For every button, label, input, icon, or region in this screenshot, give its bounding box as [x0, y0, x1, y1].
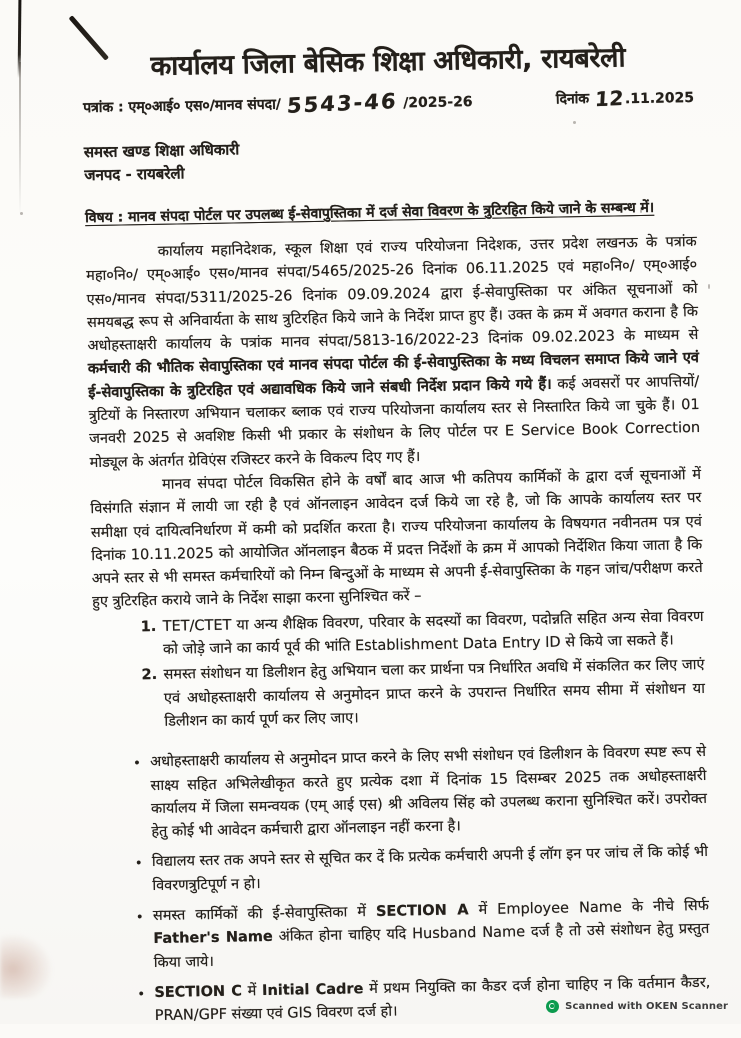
numbered-item-2	[141, 654, 705, 734]
item-text: समस्त संशोधन या डिलीशन हेतु अभियान चला कर प्रार्थना पत्र निर्धारित अवधि में संकलित कर लिए जाएं एवं अधोहस्ताक्षरी कार्यालय से अनुमोदन प्राप्त करने के उपरान्त निर्धारित समय सीमा में संशोधन या डिलीशन का कार्य पूर्ण कर लिए जाए।	[163, 657, 706, 730]
bullet-item-2	[135, 841, 709, 898]
numbered-item-1	[140, 606, 704, 663]
bullet-4-seg-4: में प्रथम नियुक्ति का कैडर दर्ज होना चाहिए न कि वर्तमान कैडर, PRAN/GPF संख्या एवं GIS विवरण दर्ज हो।	[154, 974, 711, 1025]
date-line	[555, 82, 695, 112]
bullet-3-seg-5: अंकित होना चाहिए यदि Husband Name दर्ज है तो उसे संशोधन हेतु प्रस्तुत किया जाये।	[153, 921, 710, 971]
bullet-3-seg-4: Father's Name	[153, 929, 273, 948]
reference-label: पत्रांक : एम्०आई० एस०/मानव संपदा/	[82, 96, 282, 117]
reference-number-handwritten: 5543-46	[286, 88, 399, 118]
subject-line: विषय : मानव संपदा पोर्टल पर उपलब्ध ई-सेवापुस्तिका में दर्ज सेवा विवरण के त्रुटिरहित किये जाने के सम्बन्ध में।	[85, 199, 655, 227]
bullet-icon: •	[135, 910, 144, 926]
bullet-4-seg-2: में	[241, 982, 263, 1000]
paragraph-1	[86, 231, 701, 475]
paragraph-2: मानव संपदा पोर्टल विकसित होने के वर्षों बाद आज भी कतिपय कार्मिकों के द्वारा दर्ज सूचनाओं में विसंगति संज्ञान में लायी जा रही है एवं ऑनलाइन आवेदन दर्ज किये जा रहे है, जो कि आपके कार्यालय स्तर पर समीक्षा एवं दायित्वनिर्धारण में कमी को प्रदर्शित करता है। राज्य परियोजना कार्यालय के विषयगत नवीनतम पत्र एवं दिनांक 10.11.2025 को आयोजित ऑनलाइन बैठक में प्रदत्त निर्देशों के क्रम में आपको निर्देशित किया जाता है कि अपने स्तर से भी समस्त कर्मचारियों को निम्न बिन्दुओं के माध्यम से अपनी ई-सेवापुस्तिका के गहन जांच/परीक्षण करते हुए त्रुटिरहित कराये जाने के निर्देश साझा करना सुनिश्चित करें –	[90, 466, 703, 611]
recipient-line-1: समस्त खण्ड शिक्षा अधिकारी	[83, 140, 240, 162]
recipient-block	[84, 130, 696, 187]
item-text: TET/CTET या अन्य शैक्षिक विवरण, परिवार के सदस्यों का विवरण, पदोन्नति सहित अन्य सेवा विवरण को जोड़े जाने का कार्य पूर्व की भांति Establishment Data Entry ID से किये जा सकते हैं।	[162, 608, 704, 658]
recipient-line-2: जनपद - रायबरेली	[84, 164, 185, 185]
bullet-3-seg-2: SECTION A	[375, 902, 469, 920]
reference-left	[83, 86, 473, 117]
numbered-list	[140, 606, 705, 735]
bullet-icon: •	[137, 987, 146, 1003]
oken-scanner-icon	[546, 1000, 559, 1013]
bullet-text: विद्यालय स्तर तक अपने स्तर से सूचित कर दें कि प्रत्येक कर्मचारी अपनी ई लॉग इन पर जांच लें कि कोई भी विवरणत्रुटिपूर्ण न हो।	[151, 844, 709, 894]
scanner-badge	[546, 1000, 728, 1013]
item-number: 1.	[140, 618, 157, 635]
bullet-item-1	[133, 741, 708, 845]
reference-line	[83, 82, 694, 117]
bullet-list	[133, 741, 711, 1029]
date-day-handwritten: 12	[594, 85, 625, 112]
reference-year: /2025-26	[403, 94, 473, 112]
bullet-text: अधोहस्ताक्षरी कार्यालय से अनुमोदन प्राप्त करने के लिए सभी संशोधन एवं डिलीशन के विवरण स्पष्ट रूप से साक्ष्य सहित अभिलेखीकृत करते हुए प्रत्येक दशा में दिनांक 15 दिसम्बर 2025 तक अधोहस्ताक्षरी कार्यालय में जिला समन्वयक (एम् आई एस) श्री अविलय सिंह को उपलब्ध कराना सुनिश्चित करें। उपरोक्त हेतु कोई भी आवेदन कर्मचारी द्वारा ऑनलाइन नहीं करना है।	[149, 744, 708, 841]
paragraph-1-part-1: कार्यालय महानिदेशक, स्कूल शिक्षा एवं राज्य परियोजना निदेशक, उत्तर प्रदेश लखनऊ के पत्रांक महा०नि०/ एम्०आई० एस०/मानव संपदा/5465/2025-26 दिनांक 06.11.2025 एवं महा०नि०/ एम्०आई० एस०/मानव संपदा/5311/2025-26 दिनांक 09.09.2024 द्वारा ई-सेवापुस्तिका पर अंकित सूचनाओं को समयबद्ध रूप से अनिवार्यता के साथ त्रुटिरहित किये जाने के निर्देश प्राप्त हुए हैं। उक्त के क्रम में अवगत कराना है कि अधोहस्ताक्षरी कार्यालय के पत्रांक मानव संपदा/5813-16/2022-23 दिनांक 09.02.2023 के माध्यम से	[86, 233, 699, 355]
date-rest: .11.2025	[624, 89, 695, 108]
date-label: दिनांक	[555, 90, 590, 108]
paragraph-1-part-2: कर्मचारी की भौतिक सेवापुस्तिका एवं मानव संपदा पोर्टल की ई-सेवापुस्तिका के मध्य विचलन समाप्त किये जाने एवं ई-सेवापुस्तिका के त्रुटिरहित एवं अद्यावधिक किये जाने संबधी निर्देश प्रदान किये गये हैं।	[87, 350, 699, 401]
bullet-4-seg-3: Initial Cadre	[261, 981, 364, 999]
bullet-item-3	[136, 895, 710, 975]
paragraph-1-part-3: कई अवसरों पर आपत्तियों/त्रुटियों के निस्तारण अभियान चलाकर ब्लाक एवं राज्य परियोजना कार्यालय स्तर से निस्तारित किये जा चुके हैं। 01 जनवरी 2025 से अवशिष्ट किसी भी प्रकार के संशोधन के लिए पोर्टल पर E Service Book Correction मोड्यूल के अंतर्गत ग्रेविएंस रजिस्टर करने के विकल्प दिए गए हैं।	[88, 373, 701, 471]
bullet-icon: •	[134, 856, 143, 872]
bullet-3-seg-3: में Employee Name के नीचे सिर्फ	[468, 897, 709, 919]
scanner-label: Scanned with OKEN Scanner	[565, 1001, 728, 1012]
bullet-icon: •	[133, 756, 141, 772]
bullet-text	[153, 895, 710, 975]
bullet-4-seg-1: SECTION C	[154, 983, 243, 1001]
item-number: 2.	[141, 667, 158, 684]
bullet-3-seg-1: समस्त कार्मिकों की ई-सेवापुस्तिका में	[152, 903, 377, 925]
letter-title: कार्यालय जिला बेसिक शिक्षा अधिकारी, रायबरेली	[150, 42, 626, 82]
